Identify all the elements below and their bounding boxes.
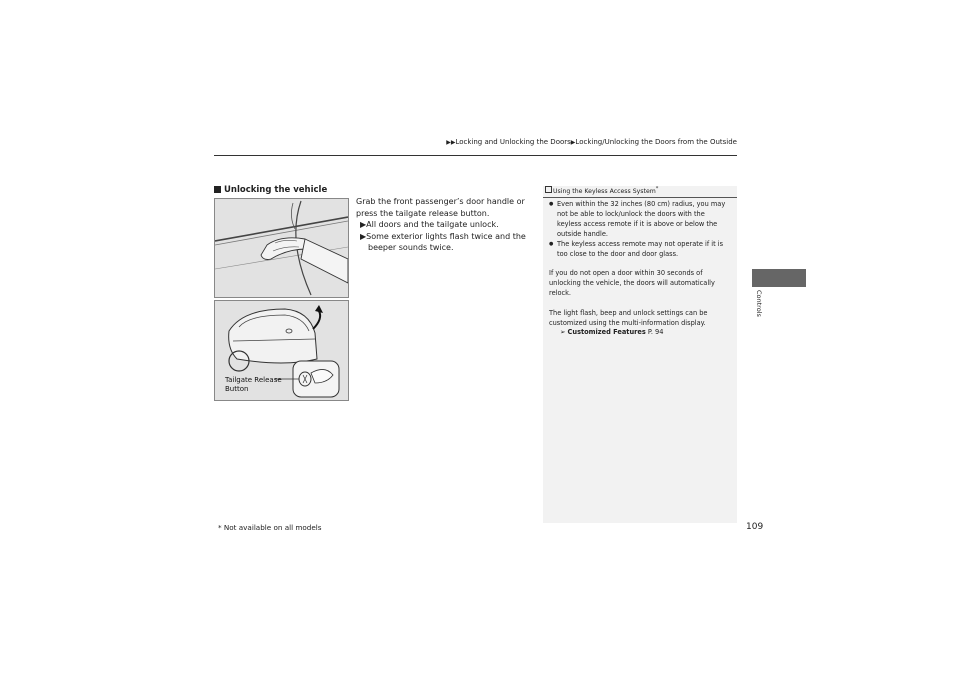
unlock-instructions: [356, 196, 536, 254]
relock-note: If you do not open a door within 30 seconds of unlocking the vehicle, the doors will automatically relock.: [549, 269, 715, 297]
xref-page: P. 94: [647, 328, 664, 336]
arrow-icon: ▶: [570, 139, 576, 146]
double-arrow-icon: ▶▶: [446, 139, 456, 146]
square-bullet-icon: [214, 186, 221, 193]
sidebar-bullet-list: [549, 199, 731, 259]
cross-reference-link[interactable]: [560, 328, 663, 336]
section-title: Unlocking the vehicle: [224, 185, 328, 195]
arrow-icon: ▶: [360, 231, 367, 241]
breadcrumb-item-from-outside[interactable]: Locking/Unlocking the Doors from the Outside: [575, 138, 737, 146]
breadcrumb: [446, 138, 737, 146]
section-heading: [214, 185, 327, 195]
result-item: ▶All doors and the tailgate unlock.: [360, 220, 499, 229]
chapter-tab-label: Controls: [755, 290, 763, 317]
list-item: ● Even within the 32 inches (80 cm) radius, you may not be able to lock/unlock the doors with the keyless access remote if it is above or below the outside handle.: [549, 199, 731, 239]
result-item: ▶Some exterior lights flash twice and the beeper sounds twice.: [360, 231, 526, 252]
chapter-tab[interactable]: [752, 269, 806, 287]
footnote: * Not available on all models: [218, 523, 322, 532]
instruction-text: Grab the front passenger’s door handle or press the tailgate release button.: [356, 197, 525, 218]
tailgate-release-button-label: Tailgate Release Button: [225, 376, 282, 393]
customize-note: The light flash, beep and unlock settings can be customized using the multi-information display.: [549, 309, 708, 327]
arrow-icon: ▶: [360, 220, 367, 229]
list-item: ● The keyless access remote may not operate if it is too close to the door and door glass.: [549, 239, 731, 259]
page-number: 109: [746, 522, 764, 532]
breadcrumb-item-locking-unlocking[interactable]: Locking and Unlocking the Doors: [455, 138, 571, 146]
header-divider: [214, 155, 737, 156]
xref-title: Customized Features: [567, 328, 646, 336]
door-handle-illustration: [214, 198, 349, 298]
reference-arrow-icon: ➢: [560, 328, 566, 336]
footnote-mark: *: [655, 186, 659, 192]
sidebar-heading: Using the Keyless Access System*: [543, 186, 737, 198]
note-icon: [545, 186, 552, 193]
